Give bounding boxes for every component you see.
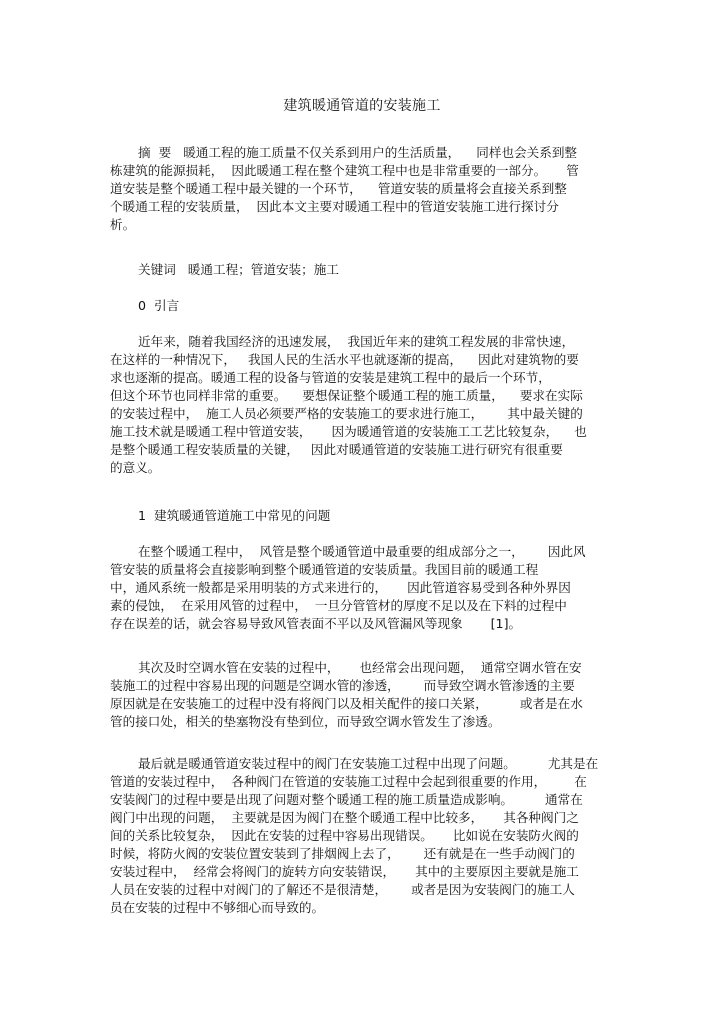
- section1-p3-line: 员在安装的过程中不够细心而导致的。: [110, 900, 325, 915]
- intro-line: 在这样的一种情况下， 我国人民的生活水平也就逐渐的提高， 因此对建筑物的要: [110, 352, 579, 367]
- abstract-line: 个暖通工程的安装质量， 因此本文主要对暖通工程中的管道安装施工进行探讨分: [110, 199, 559, 214]
- section1-p3-line: 最后就是暖通管道安装过程中的阀门在安装施工过程中出现了问题。 尤其是在: [138, 756, 599, 771]
- section1-p2-line: 原因就是在安装施工的过程中没有将阀门以及相关配件的接口关紧， 或者是在水: [110, 696, 583, 711]
- section1-p2-line: 管的接口处，相关的垫塞物没有垫到位，而导致空调水管发生了渗透。: [110, 714, 501, 729]
- abstract-line: 析。: [110, 217, 136, 232]
- keywords: 关键词 暖通工程；管道安装；施工: [138, 262, 339, 277]
- section1-p3-line: 安装过程中， 经常会将阀门的旋转方向安装错误， 其中的主要原因主要就是施工: [110, 864, 579, 879]
- section1-p1-line: 素的侵蚀， 在采用风管的过程中， 一旦分管管材的厚度不足以及在下料的过程中: [110, 598, 567, 613]
- section1-p1-line: 中，通风系统一般都是采用明装的方式来进行的， 因此管道容易受到各种外界因: [110, 580, 571, 595]
- section1-p2-line: 其次及时空调水管在安装的过程中， 也经常会出现问题， 通常空调水管在安: [138, 660, 582, 675]
- section1-p3-line: 人员在安装的过程中对阀门的了解还不是很清楚， 或者是因为安装阀门的施工人: [110, 882, 575, 897]
- intro-line: 求也逐渐的提高。暖通工程的设备与管道的安装是建筑工程中的最后一个环节，: [110, 370, 551, 385]
- section1-heading: 1 建筑暖通管道施工中常见的问题: [138, 508, 331, 523]
- section1-p3-line: 阀门中出现的问题， 主要就是因为阀门在整个暖通工程中比较多， 其各种阀门之: [110, 810, 579, 825]
- section1-p1-line: 存在误差的话，就会容易导致风管表面不平以及风管漏风等现象 [1]。: [110, 616, 522, 631]
- section1-p3-line: 时候，将防火阀的安装位置安装到了排烟阀上去了， 还有就是在一些手动阀门的: [110, 846, 575, 861]
- intro-heading: 0 引言: [138, 298, 180, 313]
- intro-line: 的意义。: [110, 460, 161, 475]
- section1-p3-line: 间的关系比较复杂， 因此在安装的过程中容易出现错误。 比如说在安装防火阀的: [110, 828, 579, 843]
- section1-p3-line: 安装阀门的过程中要是出现了问题对整个暖通工程的施工质量造成影响。 通常在: [110, 792, 583, 807]
- abstract-line: 栋建筑的能源损耗， 因此暖通工程在整个建筑工程中也是非常重要的一部分。 管: [110, 163, 579, 178]
- intro-line: 近年来，随着我国经济的迅速发展， 我国近年来的建筑工程发展的非常快速，: [138, 334, 575, 349]
- intro-line: 是整个暖通工程安装质量的关键， 因此对暖通管道的安装施工进行研究有很重要: [110, 442, 563, 457]
- section1-p1-line: 管安装的质量将会直接影响到整个暖通管道的安装质量。我国目前的暖通工程: [110, 562, 539, 577]
- intro-line: 的安装过程中， 施工人员必须要严格的安装施工的要求进行施工， 其中最关键的: [110, 406, 583, 421]
- section1-p2-line: 装施工的过程中容易出现的问题是空调水管的渗透， 而导致空调水管渗透的主要: [110, 678, 575, 693]
- section1-p3-line: 管道的安装过程中， 各种阀门在管道的安装施工过程中会起到很重要的作用， 在: [110, 774, 587, 789]
- intro-line: 施工技术就是暖通工程中管道安装， 因为暖通管道的安装施工工艺比较复杂， 也: [110, 424, 587, 439]
- intro-line: 但这个环节也同样非常的重要。 要想保证整个暖通工程的施工质量， 要求在实际: [110, 388, 583, 403]
- abstract-line: 摘 要 暖通工程的施工质量不仅关系到用户的生活质量， 同样也会关系到整: [138, 145, 578, 160]
- page-title: 建筑暖通管道的安装施工: [283, 98, 441, 114]
- abstract-line: 道安装是整个暖通工程中最关键的一个环节， 管道安装的质量将会直接关系到整: [110, 181, 567, 196]
- section1-p1-line: 在整个暖通工程中， 风管是整个暖通管道中最重要的组成部分之一， 因此风: [138, 544, 586, 559]
